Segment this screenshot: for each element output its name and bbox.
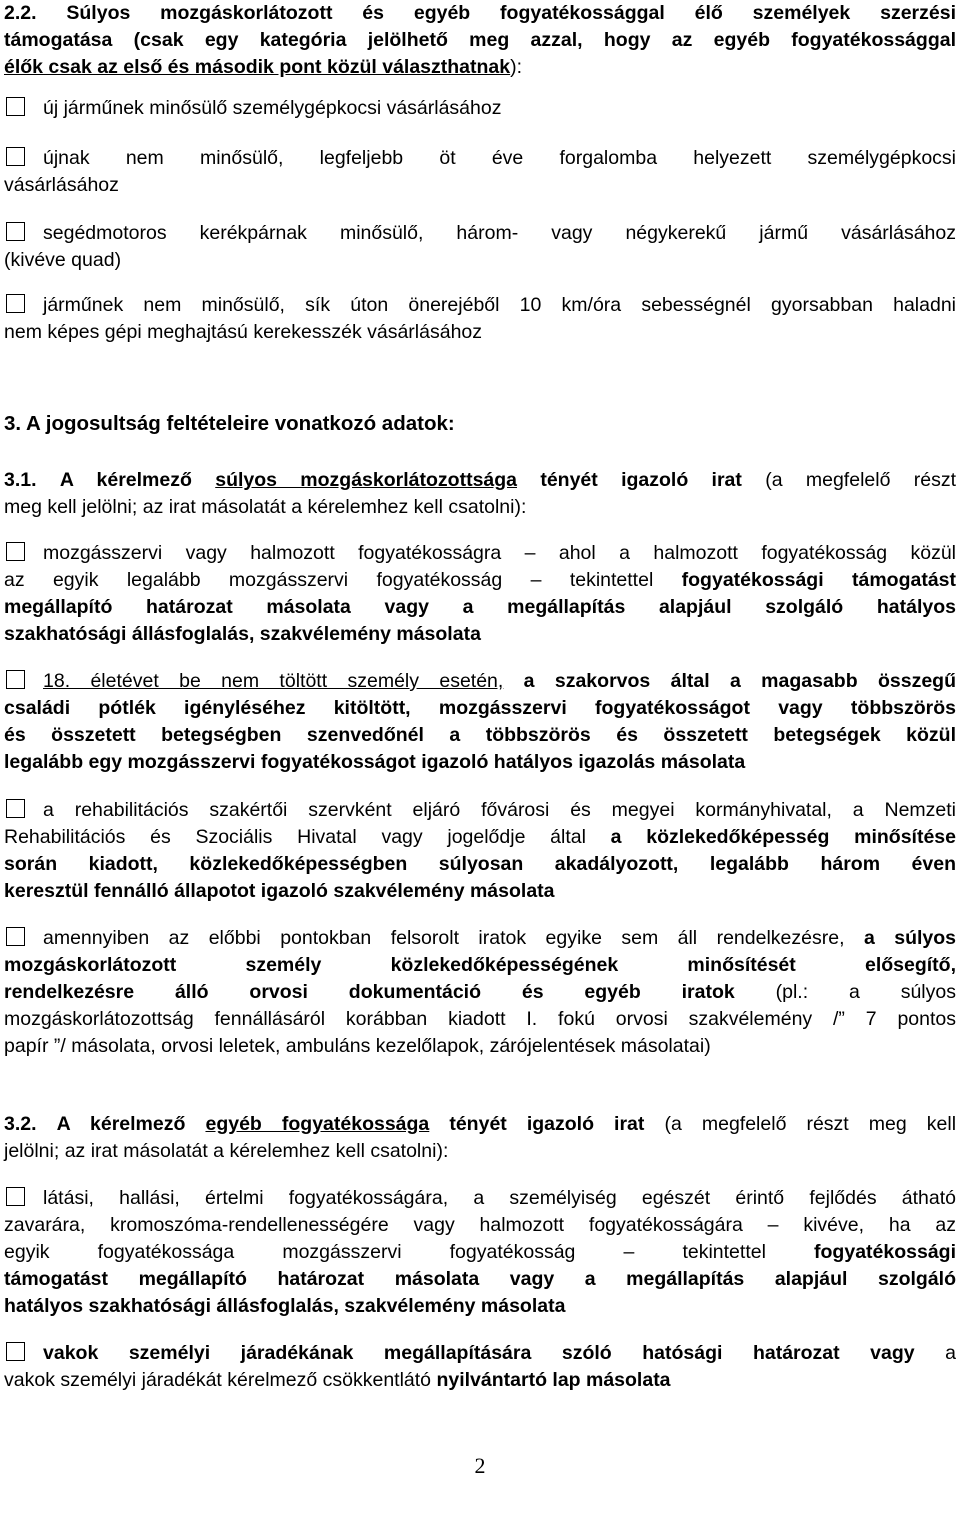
option-line-4: legalább egy mozgásszervi fogyatékosságot igazoló hatályos igazolás másolata bbox=[4, 751, 746, 773]
section-3-2-lead-rest: (a megfelelő részt meg kell bbox=[664, 1113, 957, 1135]
option-3-1-family-allowance[interactable] bbox=[4, 668, 956, 776]
checkbox[interactable] bbox=[6, 1187, 25, 1206]
option-line-4: keresztül fennálló állapotot igazoló szakvélemény másolata bbox=[4, 880, 555, 902]
section-2-2-line-1: 2.2. Súlyos mozgáskorlátozott és egyéb fogyatékossággal élő személyek szerzési bbox=[4, 2, 956, 24]
section-3-1-line-2: meg kell jelölni; az irat másolatát a kérelemhez kell csatolni): bbox=[4, 496, 527, 518]
section-3-heading: 3. A jogosultság feltételeire vonatkozó adatok: bbox=[4, 412, 455, 435]
section-3-1-lead-rest: (a megfelelő részt bbox=[765, 469, 956, 491]
option-line-1: mozgásszervi vagy halmozott fogyatékosságra – ahol a halmozott fogyatékosság közül bbox=[43, 542, 956, 564]
option-label-line-2: (kivéve quad) bbox=[4, 249, 122, 271]
option-line-3-bold: fogyatékossági bbox=[814, 1241, 956, 1263]
option-line-2-bold: fogyatékossági támogatást bbox=[681, 569, 957, 591]
option-wheelchair[interactable] bbox=[4, 292, 956, 346]
section-3-2-line-2: jelölni; az irat másolatát a kérelemhez kell csatolni): bbox=[4, 1140, 449, 1162]
option-line-1-bold: a súlyos bbox=[863, 927, 956, 949]
section-3-2-subject: egyéb fogyatékossága bbox=[205, 1113, 430, 1135]
checkbox[interactable] bbox=[6, 1342, 25, 1361]
checkbox[interactable] bbox=[6, 670, 25, 689]
option-line-1: amennyiben az előbbi pontokban felsorolt iratok egyike sem áll rendelkezésre, bbox=[43, 927, 845, 949]
option-line-5: papír ”/ másolata, orvosi leletek, ambuláns kezelőlapok, zárójelentések másolatai) bbox=[4, 1035, 711, 1057]
option-3-2-blind-allowance[interactable] bbox=[4, 1340, 956, 1394]
option-line-2: családi pótlék igényléséhez kitöltött, mozgásszervi fogyatékosságot vagy többszörös bbox=[4, 697, 956, 719]
option-line-2: mozgáskorlátozott személy közlekedőképességének minősítését elősegítő, bbox=[4, 954, 956, 976]
option-line-3: megállapító határozat másolata vagy a megállapítás alapjául szolgáló hatályos bbox=[4, 596, 956, 618]
section-3-1-intro bbox=[4, 467, 956, 521]
option-line-2: vakok személyi járadékát kérelmező csökkentlátó bbox=[4, 1369, 432, 1391]
option-line-5: hatályos szakhatósági állásfoglalás, szakvélemény másolata bbox=[4, 1295, 566, 1317]
option-3-1-rehabilitation-opinion[interactable] bbox=[4, 797, 956, 905]
option-line-3: (pl.: a súlyos bbox=[775, 981, 956, 1003]
section-2-2-note: élők csak az első és második pont közül választhatnak bbox=[4, 56, 511, 78]
option-label-line-1: segédmotoros kerékpárnak minősülő, három- vagy négykerekű jármű vásárlásához bbox=[43, 222, 956, 244]
option-label-line-1: járműnek nem minősülő, sík úton önerejéből 10 km/óra sebességnél gyorsabban haladni bbox=[43, 294, 956, 316]
page-number: 2 bbox=[474, 1453, 486, 1478]
section-3-2-number: 3.2. bbox=[4, 1113, 37, 1135]
option-3-2-sensory-disability[interactable] bbox=[4, 1185, 956, 1320]
checkbox[interactable] bbox=[6, 222, 25, 241]
option-3-1-other-documents[interactable] bbox=[4, 925, 956, 1060]
option-label-line-2: vásárlásához bbox=[4, 174, 119, 196]
option-line-3: és összetett betegségben szenvedőnél a többszörös és összetett betegségek közül bbox=[4, 724, 956, 746]
option-moped[interactable] bbox=[4, 220, 956, 274]
option-line-2-bold: a közlekedőképesség minősítése bbox=[610, 826, 956, 848]
checkbox[interactable] bbox=[6, 147, 25, 166]
checkbox[interactable] bbox=[6, 927, 25, 946]
option-label: új járműnek minősülő személygépkocsi vásárlásához bbox=[43, 97, 502, 119]
checkbox[interactable] bbox=[6, 294, 25, 313]
option-line-3: egyik fogyatékossága mozgásszervi fogyatékosság – tekintettel bbox=[4, 1241, 766, 1263]
checkbox[interactable] bbox=[6, 542, 25, 561]
option-3-1-mobility-disability[interactable] bbox=[4, 540, 956, 648]
option-new-car[interactable] bbox=[4, 95, 956, 122]
option-line-1: 18. életévet be nem töltött személy esetén, bbox=[43, 670, 504, 692]
section-2-2-heading bbox=[4, 0, 956, 81]
section-3-1-number: 3.1. bbox=[4, 469, 37, 491]
option-line-4: mozgáskorlátozottság fennállásáról korábban kiadott I. fokú orvosi szakvélemény /” 7 pontos bbox=[4, 1008, 956, 1030]
option-line-1-bold: a szakorvos által a magasabb összegű bbox=[523, 670, 956, 692]
section-3-2-lead: A kérelmező bbox=[56, 1113, 186, 1135]
section-3-1-subject: súlyos mozgáskorlátozottsága bbox=[215, 469, 518, 491]
checkbox[interactable] bbox=[6, 97, 25, 116]
option-line-3: során kiadott, közlekedőképességben súlyosan akadályozott, legalább három éven bbox=[4, 853, 956, 875]
section-3-1-lead: A kérelmező bbox=[59, 469, 192, 491]
option-line-1: a bbox=[945, 1342, 956, 1364]
option-label-line-1: újnak nem minősülő, legfeljebb öt éve forgalomba helyezett személygépkocsi bbox=[43, 147, 956, 169]
option-line-4: szakhatósági állásfoglalás, szakvélemény másolata bbox=[4, 623, 481, 645]
option-line-2: Rehabilitációs és Szociális Hivatal vagy jogelődje által bbox=[4, 826, 586, 848]
section-3-2-intro bbox=[4, 1111, 956, 1165]
option-line-2: zavarára, kromoszóma-rendellenességére vagy halmozott fogyatékosságára – kivéve, ha az bbox=[4, 1214, 956, 1236]
option-line-1-bold: vakok személyi járadékának megállapítására szóló hatósági határozat vagy bbox=[43, 1342, 915, 1364]
section-2-2-line-2: támogatása (csak egy kategória jelölhető meg azzal, hogy az egyéb fogyatékossággal bbox=[4, 29, 956, 51]
section-3-1-lead-2: tényét igazoló irat bbox=[540, 469, 742, 491]
option-line-3-bold: rendelkezésre álló orvosi dokumentáció és egyéb iratok bbox=[4, 981, 735, 1003]
option-line-1: a rehabilitációs szakértői szervként eljáró fővárosi és megyei kormányhivatal, a Nemzeti bbox=[43, 799, 956, 821]
section-3-2-lead-2: tényét igazoló irat bbox=[449, 1113, 645, 1135]
section-2-2-note-tail: ): bbox=[510, 56, 523, 78]
option-line-4: támogatást megállapító határozat másolata vagy a megállapítás alapjául szolgáló bbox=[4, 1268, 956, 1290]
option-line-2-bold: nyilvántartó lap másolata bbox=[436, 1369, 671, 1391]
option-line-1: látási, hallási, értelmi fogyatékosságára, a személyiség egészét érintő fejlődés átható bbox=[43, 1187, 956, 1209]
option-used-car[interactable] bbox=[4, 145, 956, 199]
option-label-line-2: nem képes gépi meghajtású kerekesszék vásárlásához bbox=[4, 321, 483, 343]
checkbox[interactable] bbox=[6, 799, 25, 818]
option-line-2: az egyik legalább mozgásszervi fogyatékosság – tekintettel bbox=[4, 569, 654, 591]
